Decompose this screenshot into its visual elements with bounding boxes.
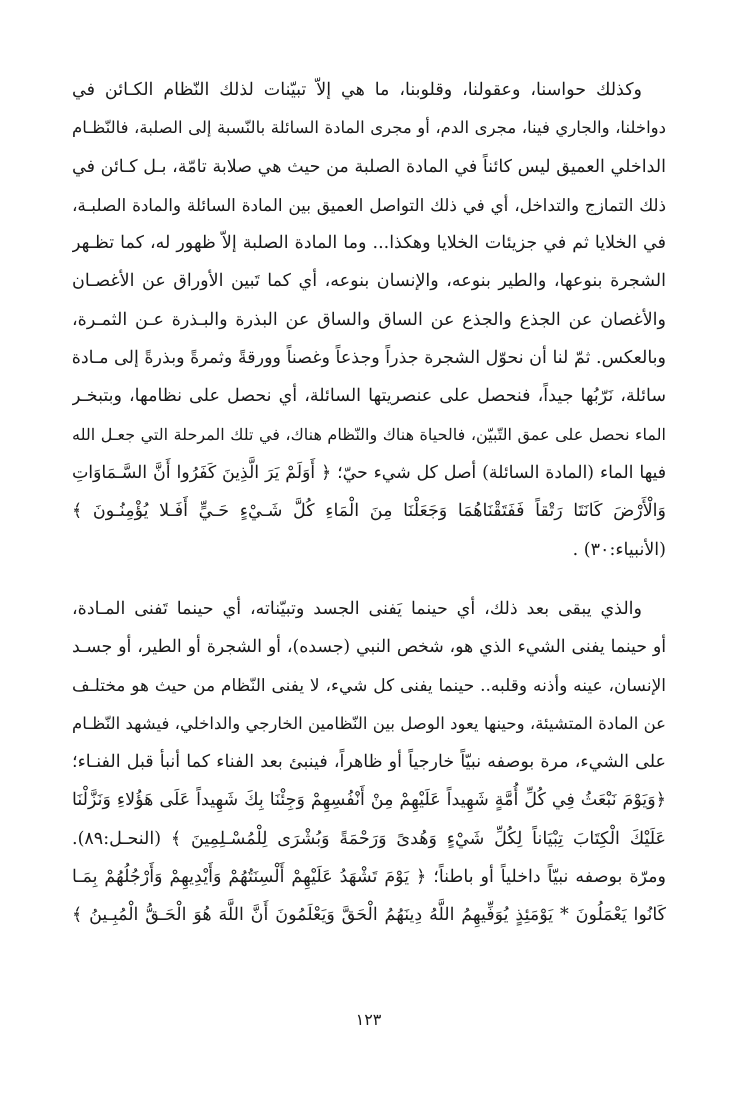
- quran-verse-line: وَالْأَرْضَ كَانَتَا رَتْقاً فَفَتَقْنَاهُمَا وَجَعَلْنَا مِنَ الْمَاءِ كُلَّ شَـيْءٍ حَـيٍّ أَفَـلا يُؤْمِنُـونَ ﴾: [72, 501, 666, 522]
- quran-verse-line: فيها الماء (المادة السائلة) أصل كل شيء حيّ؛ ﴿ أَوَلَمْ يَرَ الَّذِينَ كَفَرُوا أَنَّ السَّـمَاوَاتِ: [72, 462, 666, 483]
- text-line: الداخلي العميق ليس كائناً في المادة الصلبة من حيث هي صلابة تامّة، بـل كـائن في: [72, 156, 666, 177]
- quran-verse-line: ﴿وَيَوْمَ نَبْعَثُ فِي كُلِّ أُمَّةٍ شَهِيداً عَلَيْهِمْ مِنْ أَنْفُسِهِمْ وَجِئْنَا بِكَ شَهِيداً عَلَى هَؤُلاءِ وَنَزَّلْنَا: [72, 790, 666, 811]
- text-line: دواخلنا، والجاري فينا، مجرى الدم، أو مجرى المادة السائلة بالنّسبة إلى الصلبة، فالنّظـام: [72, 118, 666, 138]
- paragraph-2: [72, 590, 666, 935]
- quran-verse-line: عَلَيْكَ الْكِتَابَ تِبْيَاناً لِكُلِّ شَيْءٍ وَهُدىً وَرَحْمَةً وَبُشْرَى لِلْمُسْـلِمِينَ ﴾ (النحـل:٨٩).: [72, 828, 666, 849]
- text-line: الماء نحصل على عمق التّبيّن، فالحياة هناك والنّظام هناك، في تلك المرحلة التي جعـل الله: [72, 424, 666, 444]
- quran-verse-line: ومرّة بوصفه نبيّاً داخلياً أو باطناً؛ ﴿ يَوْمَ تَشْهَدُ عَلَيْهِمْ أَلْسِنَتُهُمْ وَأَيْدِيهِمْ وَأَرْجُلُهُمْ بِمَـا: [72, 867, 666, 888]
- citation-line: (الأنبياء:٣٠) .: [572, 539, 666, 560]
- text-line: سائلة، نَرّبُها جيداً، فنحصل على عنصريتها السائلة، أي نحصل على نظامها، وبتبخـر: [72, 386, 666, 407]
- paragraph-1: [72, 71, 666, 569]
- text-line: وبالعكس. ثمّ لنا أن نحوّل الشجرة جذراً وجذعاً وغصناً وورقةً وثمرةً وبذرةً إلى مـادة: [72, 348, 666, 369]
- text-line: على الشيء، مرة بوصفه نبيّاً خارجياً أو ظاهراً، فينبئ بعد الفناء كما أنبأ قبل الفنـاء؛: [72, 752, 666, 773]
- text-line: أو حينما يفنى الشيء الذي هو، شخص النبي (جسده)، أو الشجرة أو الطير، أو جسـد: [72, 637, 666, 658]
- page-number: ١٢٣: [355, 1010, 382, 1029]
- text-line: والذي يبقى بعد ذلك، أي حينما يَفنى الجسد وتبيّناته، أي حينما تَفنى المـادة،: [72, 599, 642, 619]
- text-line: عن المادة المتشيئة، وحينها يعود الوصل بين النّظامين الخارجي والداخلي، فيشهد النّظـام: [72, 713, 666, 733]
- text-line: الإنسان، عينه وأذنه وقلبه.. حينما يفنى كل شيء، لا يفنى النّظام من حيث هو مختلـف: [72, 675, 666, 696]
- text-line: في الخلايا ثم في جزيئات الخلايا وهكذا... وما المادة الصلبة إلاّ ظهور له، كما تظـهر: [72, 233, 666, 254]
- text-line: الشجرة بنوعها، والطير بنوعه، والإنسان بنوعه، أي كما تَبين الأوراق عن الأغصـان: [72, 271, 666, 292]
- text-line: ذلك التمازج والتداخل، أي في ذلك التواصل العميق بين المادة السائلة والمادة الصلبـة،: [72, 194, 666, 215]
- text-line: وكذلك حواسنا، وعقولنا، وقلوبنا، ما هي إلاّ تبيّنات لذلك النّظام الكـائن في: [72, 80, 642, 100]
- text-line: والأغصان عن الجذع والجذع عن الساق والساق عن البذرة والبـذرة عـن الثمـرة،: [72, 309, 666, 330]
- quran-verse-line: كَانُوا يَعْمَلُونَ * يَوْمَئِذٍ يُوَفِّيهِمُ اللَّهُ دِينَهُمُ الْحَقَّ وَيَعْلَمُونَ أَنَّ اللَّهَ هُوَ الْحَـقُّ الْمُبِـينُ ﴾: [72, 905, 666, 926]
